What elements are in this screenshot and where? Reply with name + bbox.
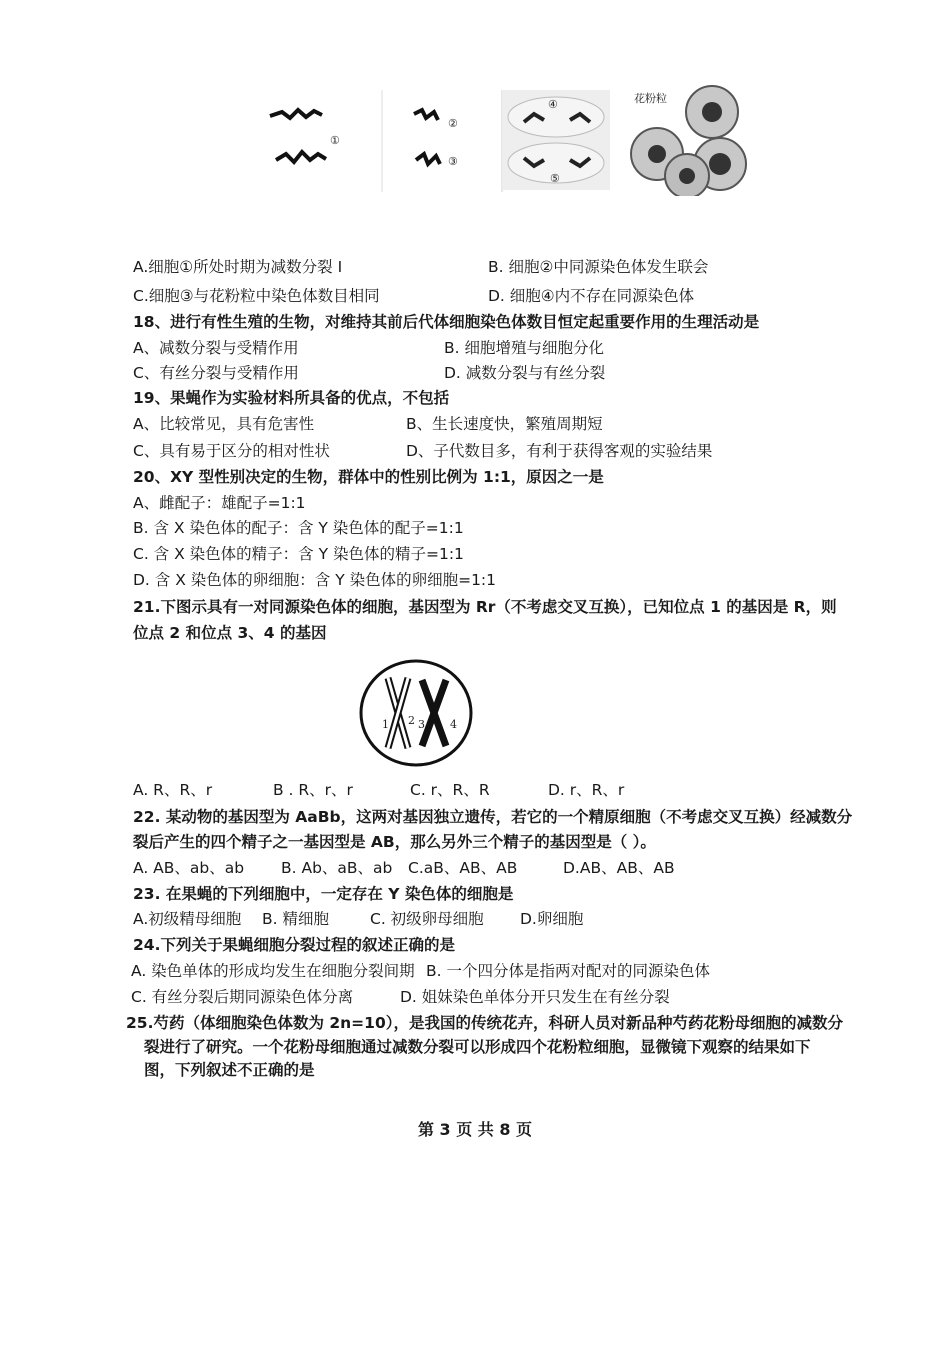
q17-option-c: C.细胞③与花粉粒中染色体数目相同 [133, 287, 380, 305]
q20-option-b: B. 含 X 染色体的配子：含 Y 染色体的配子=1:1 [133, 519, 464, 537]
q17-option-d: D. 细胞④内不存在同源染色体 [488, 287, 695, 305]
q24-option-a: A. 染色单体的形成均发生在细胞分裂间期 [131, 962, 415, 980]
q24-option-b: B. 一个四分体是指两对配对的同源染色体 [426, 962, 710, 980]
cell-2-chromosomes [414, 110, 438, 120]
q23-stem: 23. 在果蝇的下列细胞中，一定存在 Y 染色体的细胞是 [133, 885, 514, 903]
q24-stem: 24.下列关于果蝇细胞分裂过程的叙述正确的是 [133, 936, 455, 954]
q22-option-b: B. Ab、aB、ab [281, 859, 393, 877]
q25-stem-line2: 裂进行了研究。一个花粉母细胞通过减数分裂可以形成四个花粉粒细胞，显微镜下观察的结果如下 [144, 1038, 811, 1056]
homologous-chromosome-figure [358, 658, 474, 768]
locus-2-label: 2 [408, 714, 415, 727]
q19-stem: 19、果蝇作为实验材料所具备的优点，不包括 [133, 389, 450, 407]
q22-option-c: C.aB、AB、AB [408, 859, 518, 877]
q19-option-d: D、子代数目多，有利于获得客观的实验结果 [406, 442, 713, 460]
locus-3-label: 3 [418, 718, 425, 731]
cell-3-chromosomes [416, 154, 440, 164]
pollen-label: 花粉粒 [634, 92, 667, 105]
q19-option-a: A、比较常见，具有危害性 [133, 415, 315, 433]
q21-stem-line2: 位点 2 和位点 3、4 的基因 [133, 624, 327, 642]
cell-2-label: ② [448, 117, 458, 130]
locus-1-label: 1 [382, 718, 389, 731]
meiosis-micrograph-figure [262, 84, 762, 196]
q18-option-d: D. 减数分裂与有丝分裂 [444, 364, 606, 382]
q22-option-d: D.AB、AB、AB [563, 859, 675, 877]
q18-option-a: A、减数分裂与受精作用 [133, 339, 299, 357]
q20-option-a: A、雌配子：雄配子=1:1 [133, 494, 306, 512]
cell-5-label: ⑤ [550, 172, 560, 185]
q21-option-c: C. r、R、R [410, 781, 490, 799]
q19-option-c: C、具有易于区分的相对性状 [133, 442, 330, 460]
cell-1-chromosomes [270, 110, 326, 162]
locus-4-label: 4 [450, 718, 457, 731]
q23-option-b: B. 精细胞 [262, 910, 329, 928]
q22-stem-line2: 裂后产生的四个精子之一基因型是 AB，那么另外三个精子的基因型是（ ）。 [133, 833, 656, 851]
q20-stem: 20、XY 型性别决定的生物，群体中的性别比例为 1:1，原因之一是 [133, 468, 604, 486]
cell-3-label: ③ [448, 155, 458, 168]
q25-stem-line3: 图，下列叙述不正确的是 [144, 1061, 315, 1079]
q17-option-a: A.细胞①所处时期为减数分裂 I [133, 258, 343, 276]
q19-option-b: B、生长速度快，繁殖周期短 [406, 415, 603, 433]
q21-option-a: A. R、R、r [133, 781, 213, 799]
cell-1-label: ① [330, 134, 340, 147]
q18-option-b: B. 细胞增殖与细胞分化 [444, 339, 604, 357]
q21-option-b: B . R、r、r [273, 781, 353, 799]
q22-stem-line1: 22. 某动物的基因型为 AaBb，这两对基因独立遗传，若它的一个精原细胞（不考虑交叉互换）经减数分 [133, 808, 853, 826]
q18-stem: 18、进行有性生殖的生物，对维持其前后代体细胞染色体数目恒定起重要作用的生理活动是 [133, 313, 760, 331]
q23-option-c: C. 初级卵母细胞 [370, 910, 484, 928]
q21-stem-line1: 21.下图示具有一对同源染色体的细胞，基因型为 Rr（不考虑交叉互换），已知位点 1 的基因是 R，则 [133, 598, 837, 616]
q24-option-d: D. 姐妹染色单体分开只发生在有丝分裂 [400, 988, 670, 1006]
q25-stem-line1: 25.芍药（体细胞染色体数为 2n=10），是我国的传统花卉，科研人员对新品种芍药花粉母细胞的减数分 [126, 1014, 843, 1032]
q17-option-b: B. 细胞②中同源染色体发生联会 [488, 258, 709, 276]
q22-option-a: A. AB、ab、ab [133, 859, 245, 877]
page-footer: 第 3 页 共 8 页 [417, 1120, 533, 1139]
q20-option-d: D. 含 X 染色体的卵细胞：含 Y 染色体的卵细胞=1:1 [133, 571, 497, 589]
q24-option-c: C. 有丝分裂后期同源染色体分离 [131, 988, 354, 1006]
q23-option-d: D.卵细胞 [520, 910, 584, 928]
q23-option-a: A.初级精母细胞 [133, 910, 242, 928]
q18-option-c: C、有丝分裂与受精作用 [133, 364, 299, 382]
cell-4-label: ④ [548, 98, 558, 111]
q20-option-c: C. 含 X 染色体的精子：含 Y 染色体的精子=1:1 [133, 545, 464, 563]
q21-option-d: D. r、R、r [548, 781, 625, 799]
